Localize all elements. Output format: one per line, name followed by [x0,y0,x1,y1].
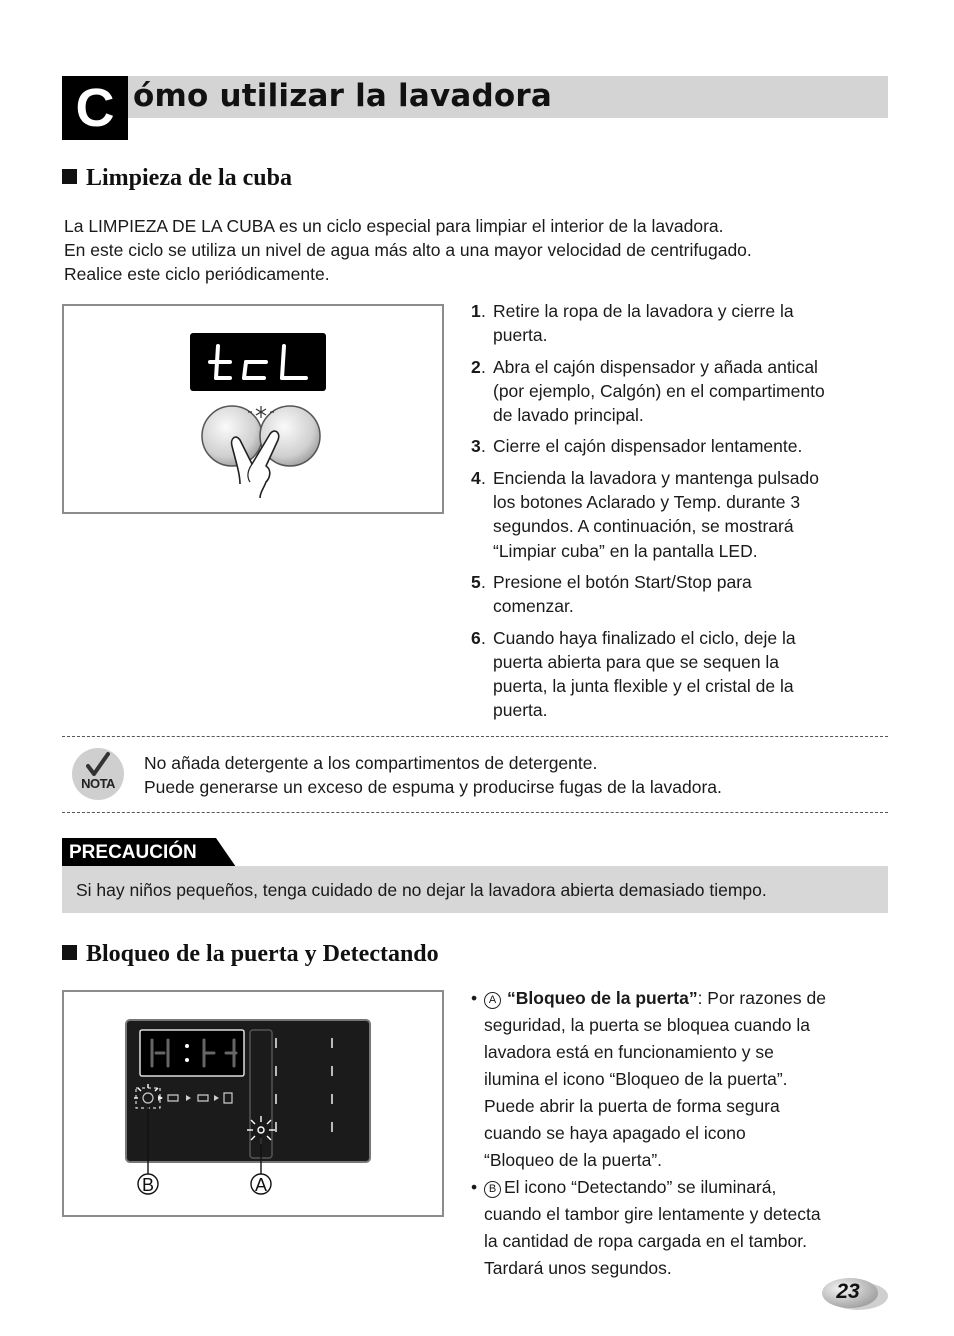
steps-list [471,299,891,730]
display-panel-illustration [64,992,442,1215]
door-lock-figure [62,990,444,1217]
tub-clean-figure [62,304,444,514]
display-text: -:-- [184,1072,186,1073]
section-title: Bloqueo de la puerta y Detectando [86,941,439,967]
caution-text: Si hay niños pequeños, tenga cuidado de no dejar la lavadora abierta demasiado tiempo. [76,880,767,900]
display-text: tcL [261,388,263,389]
callout-b-label: B [141,1175,155,1195]
section-title: Limpieza de la cuba [86,165,293,191]
list-item: 1 . Retire la ropa de la lavadora y cierre la puerta. [471,301,794,346]
list-item: 3 . Cierre el cajón dispensador lentamente. [471,436,803,457]
nota-badge [72,748,124,800]
intro-paragraph [64,214,904,286]
list-item: 6 . Cuando haya finalizado el ciclo, deje la puerta abierta para que se sequen la puerta, la junta flexible y el cristal de la puerta. [471,627,796,721]
nota-label: NOTA [81,776,115,791]
callout-a-label: A [254,1175,268,1195]
page-number-badge [820,1276,890,1312]
list-item: 4 . Encienda la lavadora y mantenga pulsado los botones Aclarado y Temp. durante 3 segundos. A continuación, se mostrará “Limpiar cuba” en la pantalla LED. [471,467,819,561]
page-title: ómo utilizar la lavadora [133,78,553,114]
list-item: • B El icono “Detectando” se iluminará, cuando el tambor gire lentamente y detecta la cantidad de ropa cargada en el tambor. Tardará unos segundos. [471,1177,821,1278]
marker-a-icon: A [484,992,501,1009]
nota-text: No añada detergente a los compartimentos de detergente. Puede generarse un exceso de espuma y producirse fugas de la lavadora. [144,753,722,797]
checkmark-icon [72,748,124,800]
caution-label: PRECAUCIÓN [69,842,197,863]
section-heading-limpieza [62,164,292,192]
intro-line: La LIMPIEZA DE LA CUBA es un ciclo especial para limpiar el interior de la lavadora. [64,216,724,236]
divider [62,736,888,737]
intro-line: Realice este ciclo periódicamente. [64,264,330,284]
page-number: 23 [836,1280,860,1303]
bullet-list [471,985,891,1282]
list-item: 2 . Abra el cajón dispensador y añada antical (por ejemplo, Calgón) en el compartimento de lavado principal. [471,356,825,426]
control-panel-illustration [64,306,442,512]
rinse-button-illustration [202,406,262,466]
intro-line: En este ciclo se utiliza un nivel de agua más alto a una mayor velocidad de centrifugado. [64,240,752,260]
square-bullet-icon [62,945,77,960]
square-bullet-icon [62,169,77,184]
section-heading-bloqueo [62,940,439,968]
divider [62,812,888,813]
marker-b-icon: B [484,1181,501,1198]
list-item: • A “Bloqueo de la puerta”: Por razones de seguridad, la puerta se bloquea cuando la lavadora está en funcionamiento y se ilumina el icono “Bloqueo de la puerta”. Puede abrir la puerta de forma segura cuando se haya apagado el icono “Bloqueo de la puerta”. [471,988,826,1170]
list-item: 5 . Presione el botón Start/Stop para comenzar. [471,571,752,617]
header-initial: C [62,76,128,140]
